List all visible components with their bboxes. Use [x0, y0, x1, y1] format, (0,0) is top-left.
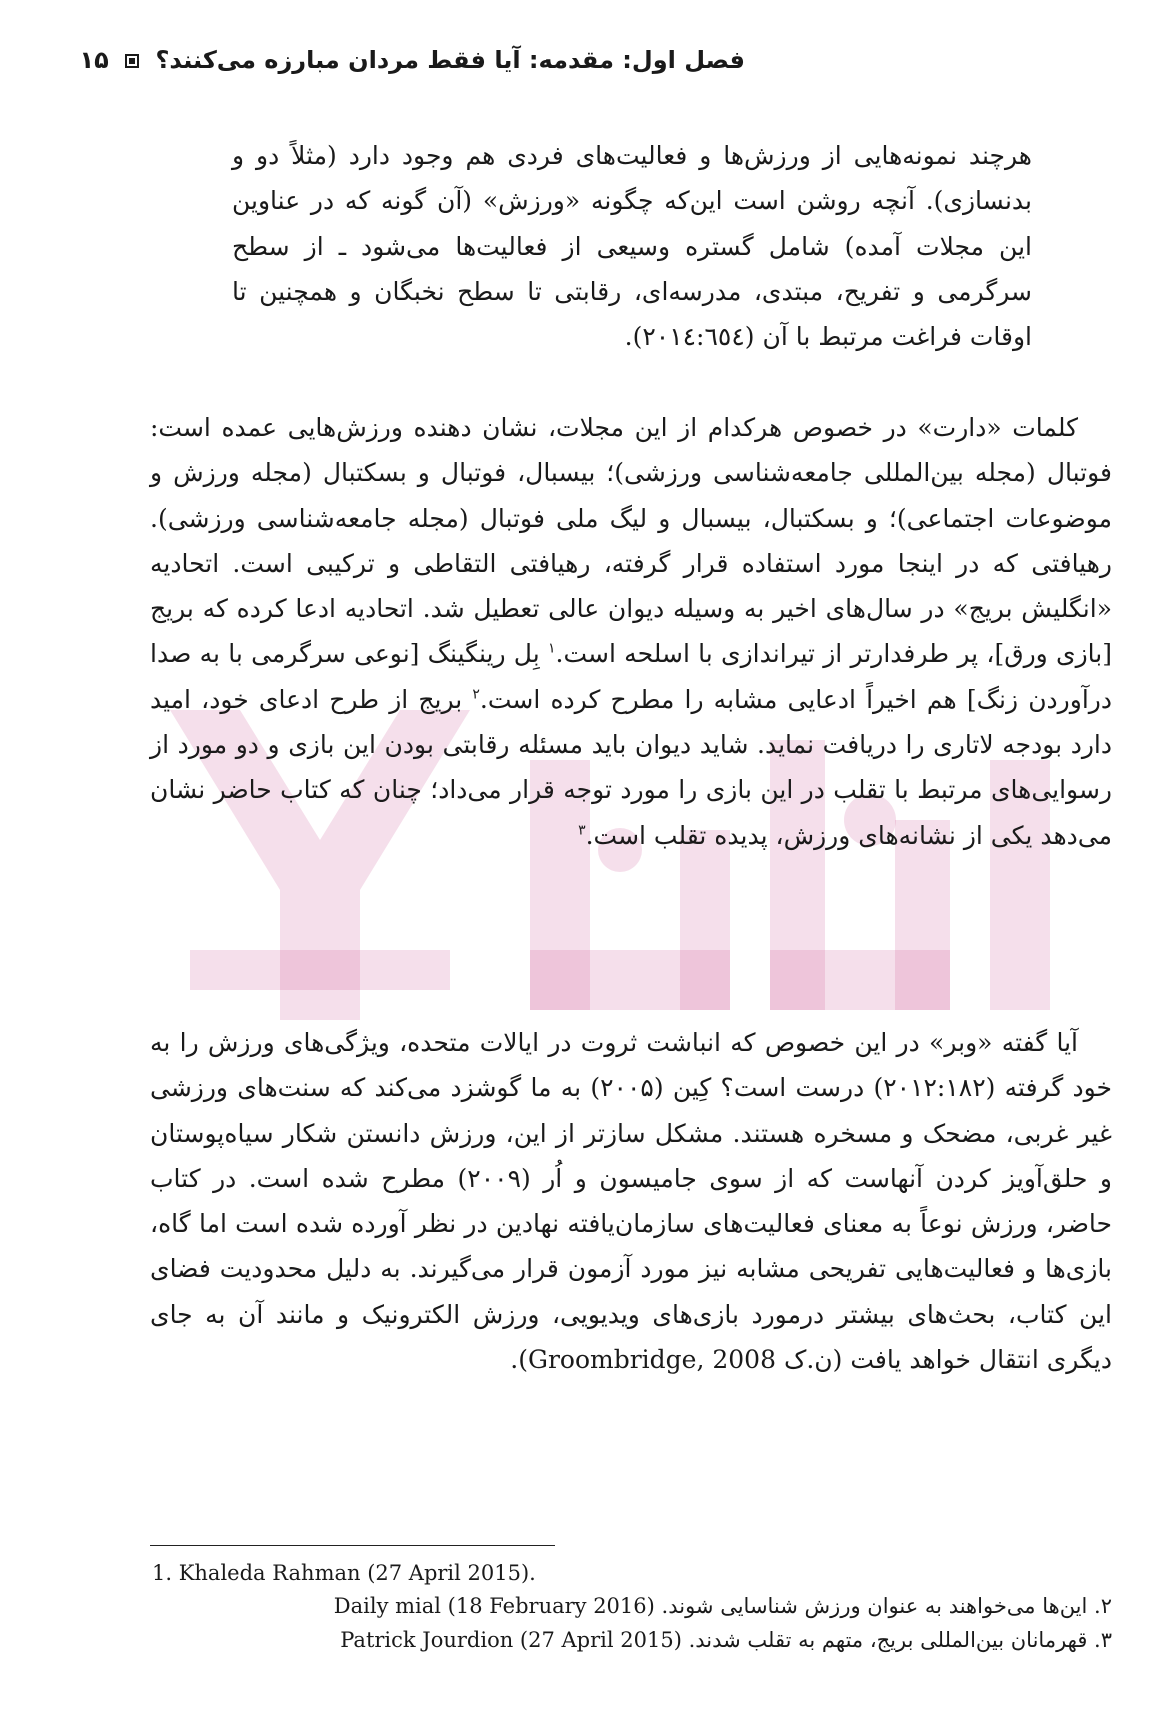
paragraph-1-text — [150, 405, 1112, 858]
citation: Groombridge, 2008 — [528, 1345, 776, 1375]
page-number: ۱۵ — [79, 46, 109, 74]
paragraph-2 — [150, 1020, 1112, 1382]
block-quote — [232, 133, 1032, 359]
chapter-title: فصل اول: مقدمه: آیا فقط مردان مبارزه می‌کنند؟ — [155, 46, 745, 74]
footnote-2-source: Daily mial (18 February 2016) — [333, 1594, 655, 1618]
paragraph-1-part-c: بریج از طرح ادعای خود، امید دارد بودجه لاتاری را دریافت نماید. شاید دیوان باید مسئله رقابتی بودن این بازی و دو مورد از رسوایی‌های مرتبط با تقلب در این بازی را مورد توجه قرار می‌داد؛ چنان که کتاب حاضر نشان می‌دهد یکی از نشانه‌های ورزش، پدیده تقلب است. — [150, 684, 1112, 850]
footnote-2 — [334, 1590, 1112, 1622]
footnote-2-text: ۲. این‌ها می‌خواهند به عنوان ورزش شناسایی شوند. — [661, 1594, 1112, 1618]
running-header — [79, 40, 745, 80]
paragraph-1-part-a: کلمات «دارت» در خصوص هرکدام از این مجلات، نشان دهنده ورزش‌هایی عمده است: فوتبال (مجله بین‌المللی جامعه‌شناسی ورزشی)؛ بیسبال، فوتبال و بسکتبال (مجله ورزش و موضوعات اجتماعی)؛ و بسکتبال، بیسبال و لیگ ملی فوتبال (مجله جامعه‌شناسی ورزشی). رهیافتی که در اینجا مورد استفاده قرار گرفته، رهیافتی التقاطی و ترکیبی است. اتحادیه «انگلیش بریج» در سال‌های اخیر به وسیله دیوان عالی تعطیل شد. اتحادیه ادعا کرده که بریج [بازی ورق]، پر طرفدارتر از تیراندازی با اسلحه است. — [150, 413, 1112, 669]
paragraph-2-end: ). — [510, 1345, 528, 1375]
footnote-1: 1. Khaleda Rahman (27 April 2015). — [152, 1561, 536, 1585]
block-quote-text: هرچند نمونه‌هایی از ورزش‌ها و فعالیت‌های فردی هم وجود دارد (مثلاً دو و بدنسازی). آنچه روشن است این‌که چگونه «ورزش» (آن گونه که در عناوین این مجلات آمده) شامل گستره وسیعی از فعالیت‌ها می‌شود ـ از سطح سرگرمی و تفریح، مبتدی، مدرسه‌ای، رقابتی تا سطح نخبگان و همچنین تا اوقات فراغت مرتبط با آن (۲۰۱٤:٦٥٤). — [232, 141, 1032, 352]
footnote-3 — [340, 1624, 1112, 1656]
footnote-ref-2[interactable]: ۲ — [472, 686, 480, 703]
paragraph-2-body: آیا گفته «وبر» در این خصوص که انباشت ثروت در ایالات متحده، ویژگی‌های ورزش را به خود گرفته (۲۰۱۲:۱۸۲) درست است؟ کِین (۲۰۰۵) به ما گوشزد می‌کند که سنت‌های ورزشی غیر غربی، مضحک و مسخره هستند. مشکل سازتر از این، ورزش دانستن شکار سیاه‌پوستان و حلق‌آویز کردن آنهاست که از سوی جامیسون و اُر (۲۰۰۹) مطرح شده است. در کتاب حاضر، ورزش نوعاً به معنای فعالیت‌های سازمان‌یافته نهادین در نظر آورده شده است اما گاه، بازی‌ها و فعالیت‌هایی تفریحی مشابه نیز مورد آزمون قرار می‌گیرند. به دلیل محدودیت فضای این کتاب، بحث‌های بیشتر درمورد بازی‌های ویدیویی، ورزش الکترونیک و مانند آن به جای دیگری انتقال خواهد یافت (ن.ک — [150, 1028, 1112, 1375]
footnote-ref-1[interactable]: ۱ — [547, 641, 556, 658]
footnote-3-source: Patrick Jourdion (27 April 2015) — [340, 1628, 682, 1652]
paragraph-1 — [150, 405, 1112, 858]
paragraph-1-part-b: بِل رینگینگ [نوعی سرگرمی با به صدا درآوردن زنگ] هم اخیراً ادعایی مشابه را مطرح کرده است. — [150, 639, 1112, 714]
footnote-ref-3[interactable]: ۳ — [578, 822, 586, 839]
paragraph-2-text — [150, 1020, 1112, 1382]
square-bullet-icon — [125, 54, 139, 68]
footnote-divider — [150, 1545, 555, 1546]
footnote-3-text: ۳. قهرمانان بین‌المللی بریج، متهم به تقلب شدند. — [688, 1628, 1112, 1652]
